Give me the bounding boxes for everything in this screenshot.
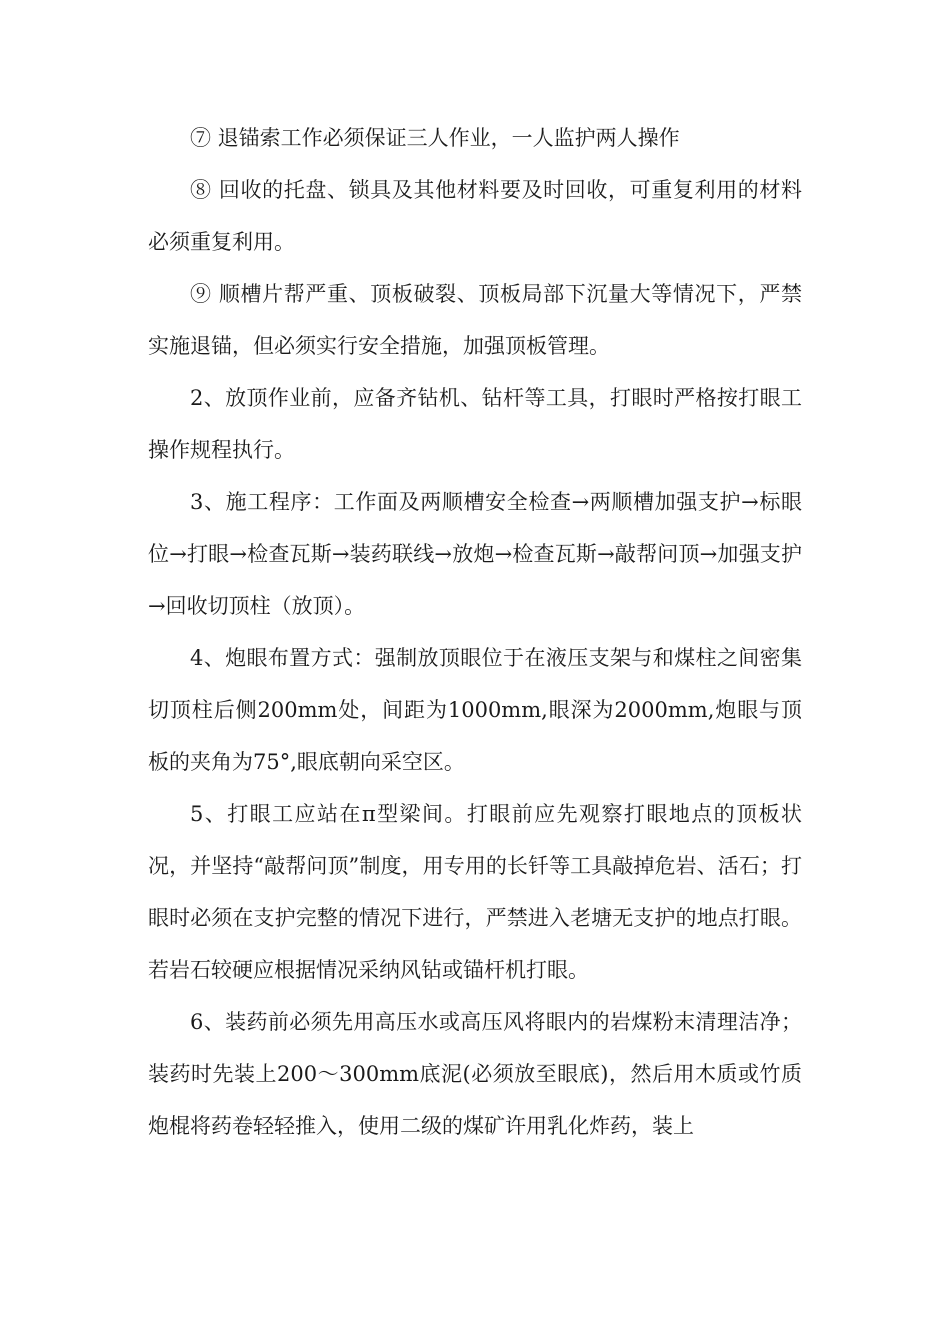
paragraph-step-6: 6、装药前必须先用高压水或高压风将眼内的岩煤粉末清理洁净；装药时先装上200～300mm底泥(必须放至眼底)，然后用木质或竹质炮棍将药卷轻轻推入，使用二级的煤矿许用乳化炸药，装上 [148, 1010, 802, 1138]
paragraph-item-8: ⑧ 回收的托盘、锁具及其他材料要及时回收，可重复利用的材料必须重复利用。 [148, 178, 802, 254]
paragraph-item-9: ⑨ 顺槽片帮严重、顶板破裂、顶板局部下沉量大等情况下，严禁实施退锚，但必须实行安全措施，加强顶板管理。 [148, 282, 802, 358]
paragraph-step-3: 3、施工程序：工作面及两顺槽安全检查→两顺槽加强支护→标眼位→打眼→检查瓦斯→装药联线→放炮→检查瓦斯→敲帮问顶→加强支护→回收切顶柱（放顶）。 [148, 490, 802, 618]
paragraph-step-5: 5、打眼工应站在π型梁间。打眼前应先观察打眼地点的顶板状况，并坚持“敲帮问顶”制度，用专用的长钎等工具敲掉危岩、活石；打眼时必须在支护完整的情况下进行，严禁进入老塘无支护的地点打眼。若岩石较硬应根据情况采纳风钻或锚杆机打眼。 [148, 802, 802, 982]
document-body [148, 112, 802, 1152]
paragraph-item-7: ⑦ 退锚索工作必须保证三人作业，一人监护两人操作 [190, 126, 680, 150]
paragraph-step-2: 2、放顶作业前，应备齐钻机、钻杆等工具，打眼时严格按打眼工操作规程执行。 [148, 386, 802, 462]
paragraph-step-4: 4、炮眼布置方式：强制放顶眼位于在液压支架与和煤柱之间密集切顶柱后侧200mm处，间距为1000mm,眼深为2000mm,炮眼与顶板的夹角为75°,眼底朝向采空区。 [148, 646, 802, 774]
